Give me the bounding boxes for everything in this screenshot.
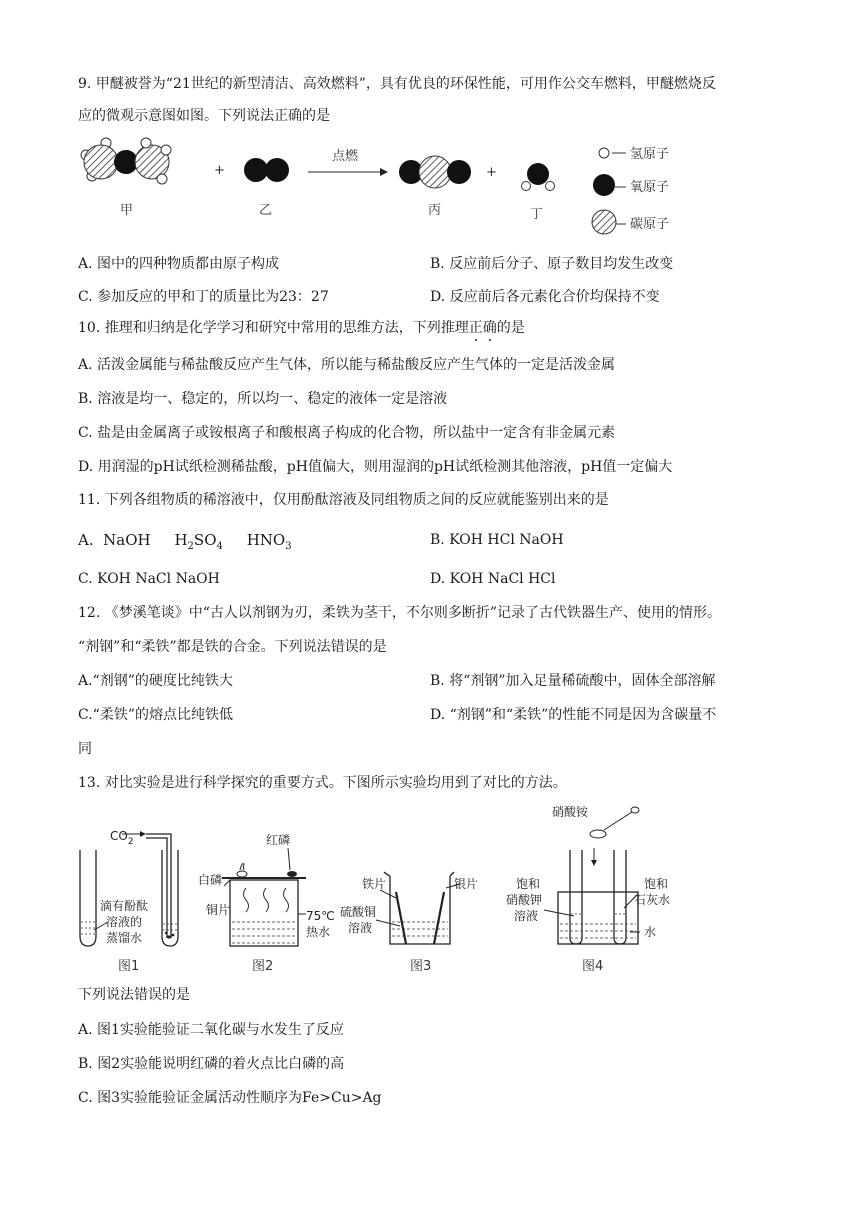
q10-option-d: D. 用润湿的pH试纸检测稀盐酸，pH值偏大，则用湿润的pH试纸检测其他溶液，pH值一定偏大 [78, 459, 673, 475]
fig3-fe: 铁片 [362, 877, 387, 891]
q11-option-b: B. KOH HCl NaOH [430, 532, 564, 548]
molecule-yi [244, 158, 289, 182]
q11-stem: 11. 下列各组物质的稀溶液中，仅用酚酞溶液及同组物质之间的反应就能鉴别出来的是 [78, 492, 609, 508]
fig4-apparatus [544, 807, 640, 944]
fig4-water: 水 [644, 925, 657, 939]
fig2-red-p: 红磷 [266, 833, 291, 847]
q12-option-d-line2: 同 [78, 741, 92, 757]
q12-option-a: A.“剂钢”的硬度比纯铁大 [78, 673, 233, 689]
q13-after-figure: 下列说法错误的是 [78, 987, 190, 1003]
q13-option-c: C. 图3实验能验证金属活动性顺序为Fe>Cu>Ag [78, 1090, 382, 1106]
q11-a-hno-sub: 3 [285, 541, 292, 552]
q11-option-a [78, 530, 292, 557]
fig2-temp: 75℃ [306, 909, 335, 923]
plus-sign-1: + [214, 163, 225, 178]
q10-option-b: B. 溶液是均一、稳定的，所以均一、稳定的液体一定是溶液 [78, 391, 448, 407]
q11-a-h-sub: 2 [187, 541, 194, 552]
name-jia: 甲 [120, 203, 134, 218]
fig4-caption: 图4 [582, 959, 604, 974]
molecule-jia [81, 138, 171, 184]
name-bing: 丙 [428, 203, 442, 218]
q10-stem-post: 的是 [496, 320, 525, 336]
legend-carbon: 碳原子 [630, 217, 670, 232]
q12-stem-line2: “剂钢”和“柔铁”都是铁的合金。下列说法错误的是 [78, 639, 387, 655]
q9-option-b: B. 反应前后分子、原子数目均发生改变 [430, 256, 674, 272]
q9-stem-line1: 9. 甲醚被誉为“21世纪的新型清洁、高效燃料”，具有优良的环保性能，可用作公交车燃料，甲醚燃烧反 [78, 76, 716, 92]
fig4-nh4no3: 硝酸铵 [552, 805, 589, 819]
legend-hydrogen: 氢原子 [630, 147, 670, 162]
name-yi: 乙 [259, 203, 273, 218]
q9-option-c: C. 参加反应的甲和丁的质量比为23：27 [78, 289, 329, 305]
q11-a-h: H [174, 531, 188, 549]
fig2-caption: 图2 [252, 959, 274, 974]
q13-option-b: B. 图2实验能说明红磷的着火点比白磷的高 [78, 1056, 345, 1072]
fig3-apparatus [376, 872, 460, 944]
q11-a-hno: HNO [246, 531, 286, 549]
q9-stem-line2: 应的微观示意图如图。下列说法正确的是 [78, 108, 330, 124]
q10-stem-pre: 10. 推理和归纳是化学学习和研究中常用的思维方法，下列推理 [78, 320, 469, 336]
q10-stem [78, 318, 525, 338]
fig2-apparatus [222, 848, 306, 946]
fig1-label-3: 蒸馏水 [106, 931, 143, 945]
fig1-label-2: 溶液的 [106, 915, 143, 929]
q10-option-c: C. 盐是由金属离子或铵根离子和酸根离子构成的化合物，所以盐中一定含有非金属元素 [78, 425, 616, 441]
q12-option-b: B. 将“剂钢”加入足量稀硫酸中，固体全部溶解 [430, 673, 716, 689]
fig1-label-1: 滴有酚酞 [100, 899, 149, 913]
q12-option-c: C.“柔铁”的熔点比纯铁低 [78, 707, 233, 723]
q10-option-a: A. 活泼金属能与稀盐酸反应产生气体，所以能与稀盐酸反应产生气体的一定是活泼金属 [78, 357, 616, 373]
fig2-hot-water: 热水 [306, 925, 331, 939]
q9-option-d: D. 反应前后各元素化合价均保持不变 [430, 289, 660, 305]
q11-option-c: C. KOH NaCl NaOH [78, 571, 220, 587]
atom-legend [592, 148, 626, 234]
q12-option-d-line1: D. “剂钢”和“柔铁”的性能不同是因为含碳量不 [430, 707, 717, 723]
fig4-lime-2: 石灰水 [634, 893, 671, 907]
q12-stem-line1: 12. 《梦溪笔谈》中“古人以剂钢为刃，柔铁为茎干，不尔则多断折”记录了古代铁器生产、使用的情形。 [78, 605, 722, 621]
q11-a-naoh: NaOH [103, 531, 151, 549]
name-ding: 丁 [530, 207, 544, 222]
molecule-ding [522, 163, 555, 191]
fig1-co2: $CO_2$ [110, 829, 134, 847]
q11-a-label: A. [78, 531, 94, 549]
fig1-caption: 图1 [118, 959, 140, 974]
q13-option-a: A. 图1实验能验证二氧化碳与水发生了反应 [78, 1022, 344, 1038]
q10-emphasis-1: 正 [468, 320, 483, 336]
fig2-white-p: 白磷 [198, 873, 223, 887]
fig4-kno3-1: 饱和 [516, 877, 541, 891]
plus-sign-2: + [486, 165, 497, 180]
fig3-cuso4-1: 硫酸铜 [340, 905, 377, 919]
fig3-caption: 图3 [410, 959, 432, 974]
fig3-ag: 银片 [454, 877, 479, 891]
q11-a-so-sub: 4 [216, 541, 223, 552]
fig2-cu-sheet: 铜片 [206, 903, 231, 917]
ignition-label: 点燃 [332, 149, 359, 164]
fig4-kno3-3: 溶液 [514, 909, 539, 923]
q9-reaction-diagram [74, 132, 714, 236]
q11-a-so: SO [193, 531, 217, 549]
fig4-lime-1: 饱和 [644, 877, 669, 891]
fig3-cuso4-2: 溶液 [348, 921, 373, 935]
q13-stem: 13. 对比实验是进行科学探究的重要方式。下图所示实验均用到了对比的方法。 [78, 775, 567, 791]
q11-option-d: D. KOH NaCl HCl [430, 571, 556, 587]
legend-oxygen: 氧原子 [630, 180, 670, 195]
q9-option-a: A. 图中的四种物质都由原子构成 [78, 256, 280, 272]
q10-emphasis-2: 确 [482, 320, 497, 336]
molecule-bing [399, 156, 471, 188]
fig4-kno3-2: 硝酸钾 [506, 893, 543, 907]
q13-experiment-figure [74, 798, 694, 978]
reaction-arrow [308, 168, 388, 176]
